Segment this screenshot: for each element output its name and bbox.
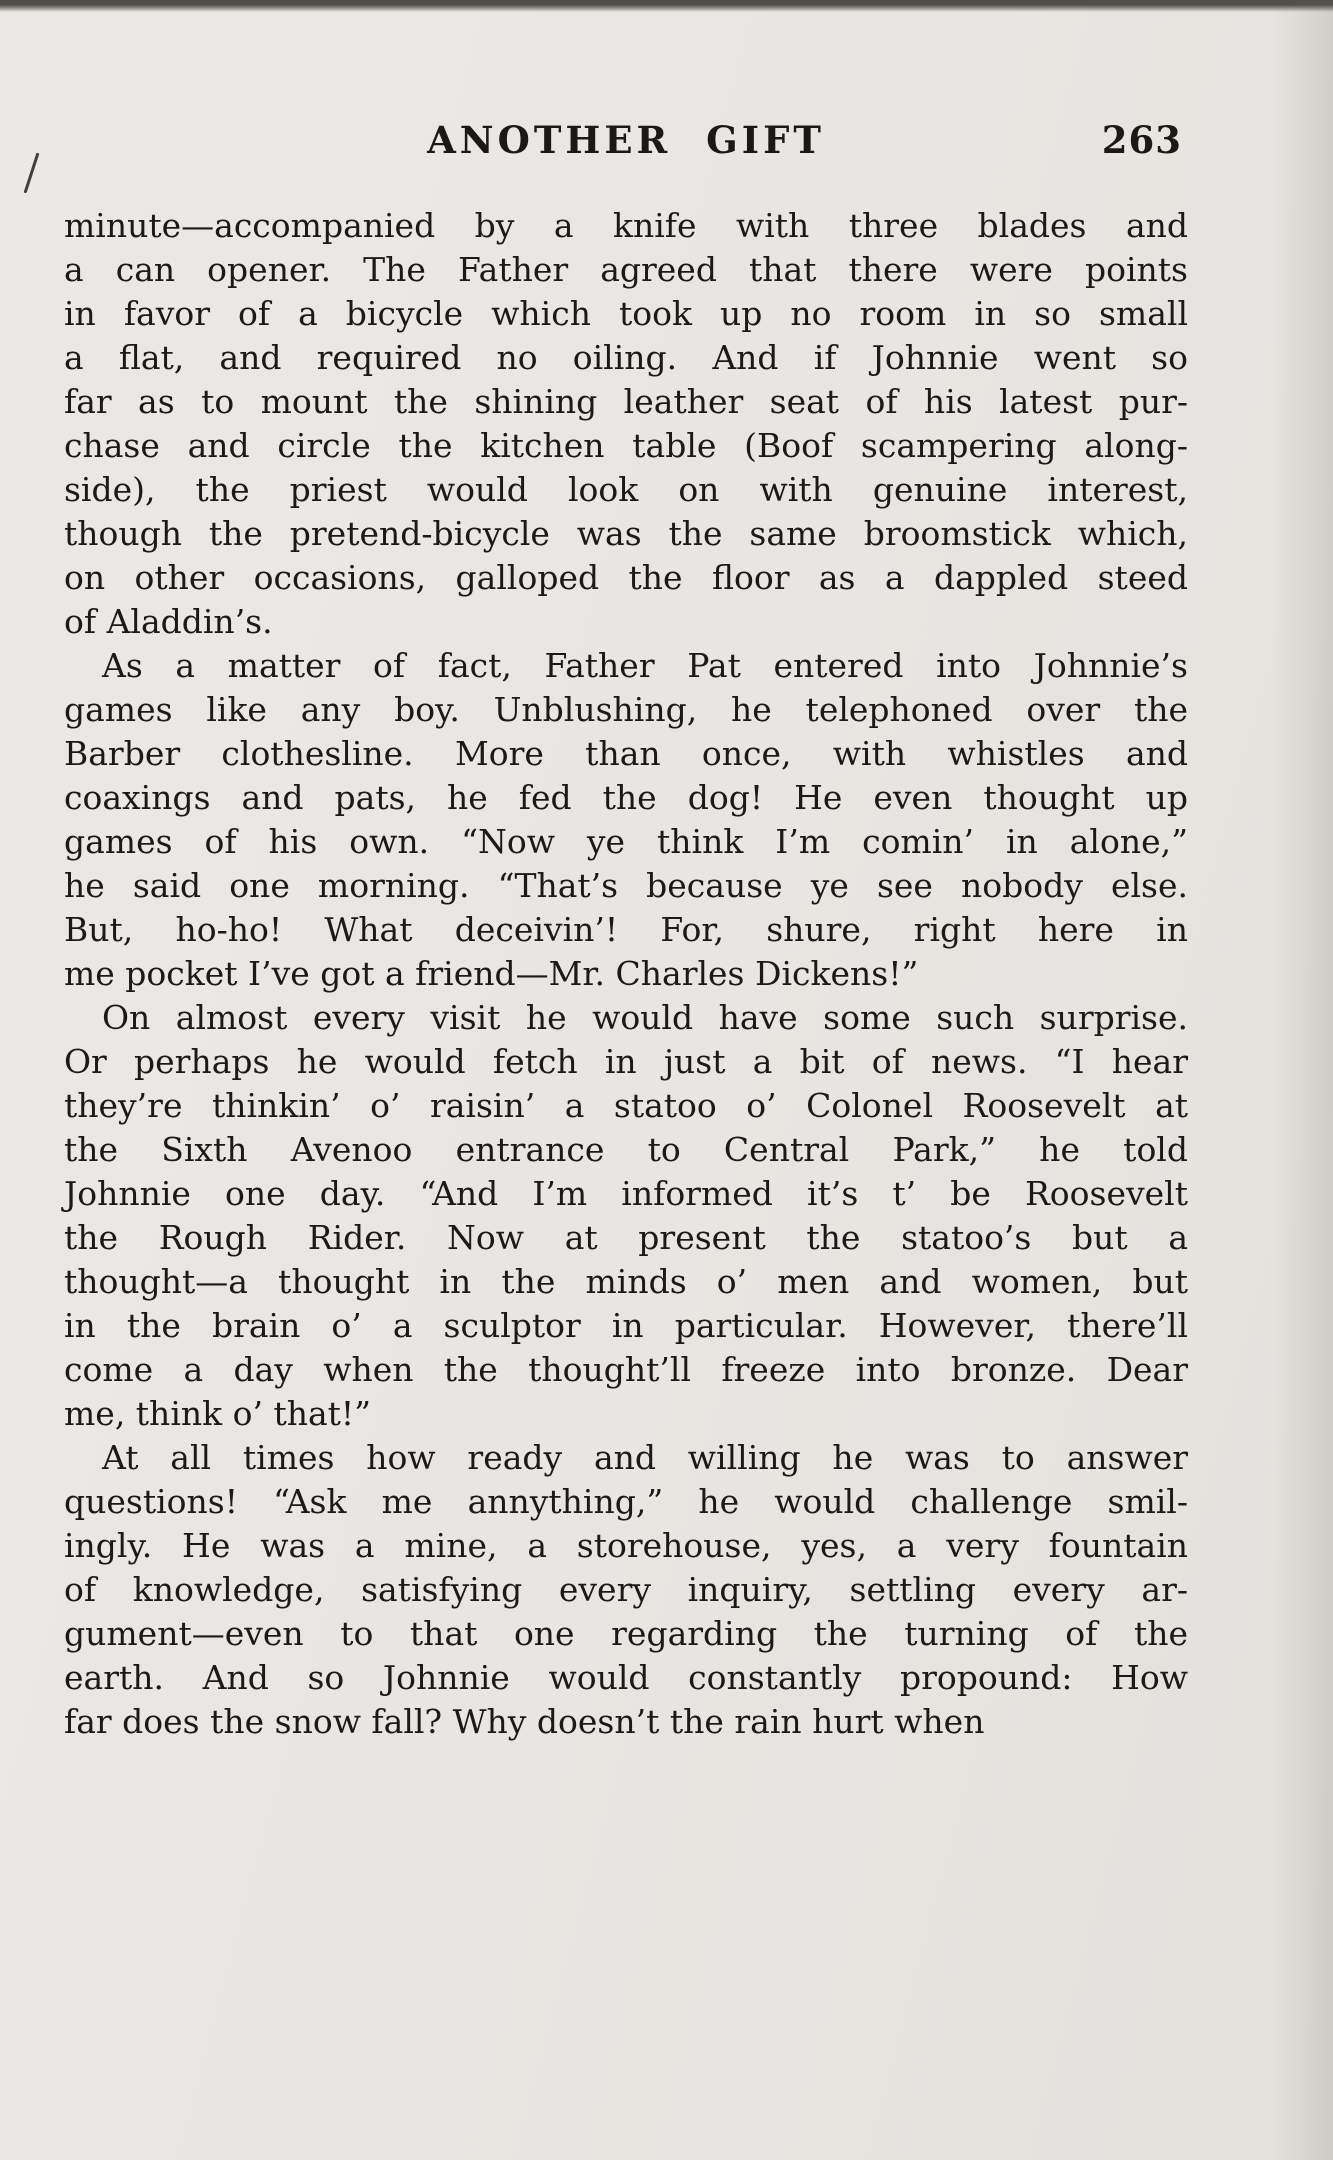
paragraph: [64, 1436, 1188, 1744]
text-line: Or perhaps he would fetch in just a bit of news. “I hear: [64, 1042, 1188, 1081]
text-block: [64, 204, 1188, 1744]
text-line: earth. And so Johnnie would constantly propound: How: [64, 1658, 1188, 1697]
text-line: Johnnie one day. “And I’m informed it’s t’ be Roosevelt: [64, 1174, 1188, 1213]
text-line: the Rough Rider. Now at present the statoo’s but a: [64, 1218, 1188, 1257]
text-line: games like any boy. Unblushing, he telephoned over the: [64, 690, 1188, 729]
scan-right-shade-artifact: [1273, 0, 1333, 2160]
page-number: 263: [1101, 118, 1182, 162]
text-line: they’re thinkin’ o’ raisin’ a statoo o’ Colonel Roosevelt at: [64, 1086, 1188, 1125]
text-line: On almost every visit he would have some such surprise.: [102, 998, 1188, 1037]
text-line: a flat, and required no oiling. And if Johnnie went so: [64, 338, 1188, 377]
text-line: But, ho-ho! What deceivin’! For, shure, right here in: [64, 910, 1188, 949]
paragraph: [64, 996, 1188, 1436]
paragraph: [64, 644, 1188, 996]
page-title: ANOTHER GIFT: [427, 118, 825, 162]
text-line: come a day when the thought’ll freeze into bronze. Dear: [64, 1350, 1188, 1389]
text-line: far as to mount the shining leather seat of his latest pur-: [64, 382, 1188, 421]
text-line: minute—accompanied by a knife with three blades and: [64, 206, 1188, 245]
text-line: he said one morning. “That’s because ye see nobody else.: [64, 866, 1188, 905]
text-line: of knowledge, satisfying every inquiry, settling every ar-: [64, 1570, 1188, 1609]
text-line: gument—even to that one regarding the turning of the: [64, 1614, 1188, 1653]
text-line: As a matter of fact, Father Pat entered into Johnnie’s: [102, 646, 1188, 685]
text-line: me pocket I’ve got a friend—Mr. Charles Dickens!”: [64, 954, 919, 993]
text-line: At all times how ready and willing he was to answer: [102, 1438, 1188, 1477]
paragraph: [64, 204, 1188, 644]
text-line: in the brain o’ a sculptor in particular. However, there’ll: [64, 1306, 1188, 1345]
text-line: chase and circle the kitchen table (Boof scampering along-: [64, 426, 1188, 465]
text-line: though the pretend-bicycle was the same broomstick which,: [64, 514, 1188, 553]
text-line: questions! “Ask me annything,” he would challenge smil-: [64, 1482, 1188, 1521]
text-line: far does the snow fall? Why doesn’t the rain hurt when: [64, 1702, 985, 1741]
text-line: coaxings and pats, he fed the dog! He even thought up: [64, 778, 1188, 817]
text-line: me, think o’ that!”: [64, 1394, 372, 1433]
text-line: in favor of a bicycle which took up no room in so small: [64, 294, 1188, 333]
text-line: the Sixth Avenoo entrance to Central Park,” he told: [64, 1130, 1188, 1169]
text-line: side), the priest would look on with genuine interest,: [64, 470, 1188, 509]
text-line: of Aladdin’s.: [64, 602, 273, 641]
text-line: ingly. He was a mine, a storehouse, yes, a very fountain: [64, 1526, 1188, 1565]
text-line: thought—a thought in the minds o’ men and women, but: [64, 1262, 1188, 1301]
text-line: on other occasions, galloped the floor as a dappled steed: [64, 558, 1188, 597]
text-line: a can opener. The Father agreed that there were points: [64, 250, 1188, 289]
text-line: Barber clothesline. More than once, with whistles and: [64, 734, 1188, 773]
text-line: games of his own. “Now ye think I’m comin’ in alone,”: [64, 822, 1188, 861]
scan-stray-mark-artifact: [24, 153, 40, 194]
scan-top-edge-artifact: [0, 0, 1333, 12]
running-header: [64, 118, 1188, 164]
